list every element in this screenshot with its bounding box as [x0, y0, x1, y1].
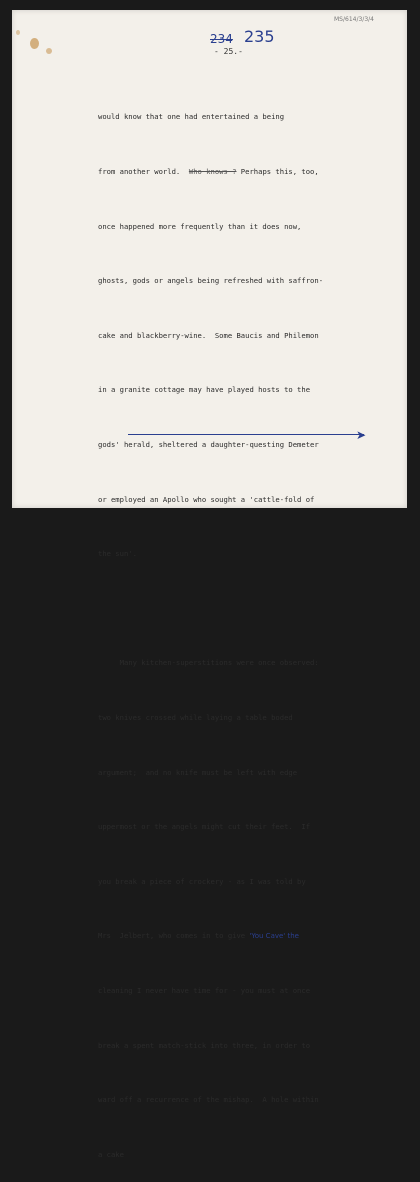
text-line: ghosts, gods or angels being refreshed with saffron-: [98, 276, 324, 286]
rust-stain: [30, 38, 39, 49]
typescript-body: [98, 72, 323, 1182]
text-line: cake and blackberry-wine. Some Baucis and Philemon: [98, 330, 319, 340]
struck-page-number: 234: [210, 32, 233, 46]
text-line: ward off a recurrence of the mishap. A hole within: [98, 1095, 319, 1105]
text-line: two knives crossed while laying a table boded: [98, 712, 293, 722]
text-fragment: cleaning: [98, 985, 133, 995]
paragraph-gap: [98, 600, 323, 618]
text-fragment: Perhaps this, too,: [236, 167, 319, 176]
text-line: in a granite cottage may have played hosts to the: [98, 385, 311, 395]
text-line: gods' herald, sheltered a daughter-questing Demeter: [98, 439, 319, 449]
handwritten-page-number: 235: [244, 27, 275, 46]
text-line: would know that one had entertained a being: [98, 112, 285, 122]
rust-stain: [16, 30, 20, 35]
handwritten-arrow-line: [128, 434, 364, 435]
text-line: once happened more frequently than it does now,: [98, 221, 302, 231]
text-line: [98, 927, 323, 945]
text-fragment: I never have time for - you must at once: [132, 985, 311, 995]
text-fragment: Mrs Jelbert, who comes in to give: [98, 931, 246, 941]
text-line: Many kitchen-superstitions were once observed:: [98, 658, 319, 668]
typed-page-number: - 25.-: [214, 47, 243, 56]
struck-text: Who knows ?: [188, 167, 237, 176]
text-fragment: from another world.: [98, 167, 181, 176]
arrow-head-icon: ➤: [356, 428, 367, 442]
text-line: you break a piece of crockery - as I was told by: [98, 876, 306, 886]
handwritten-insertion: 'You Cave' the: [249, 932, 299, 941]
text-line: break a spent match-stick into three, in order to: [98, 1040, 311, 1050]
text-line: argument; and no knife must be left with edge: [98, 767, 298, 777]
text-line: the sun'.: [98, 549, 137, 559]
text-line: uppermost or the angels might cut their feet. If: [98, 822, 311, 832]
text-line: a cake: [98, 1149, 124, 1159]
archive-reference: MS/614/3/3/4: [334, 16, 374, 23]
text-line: [98, 163, 323, 181]
text-line: or employed an Apollo who sought a 'cattle-fold of: [98, 494, 315, 504]
rust-stain: [46, 48, 52, 54]
text-line: [98, 982, 323, 1000]
